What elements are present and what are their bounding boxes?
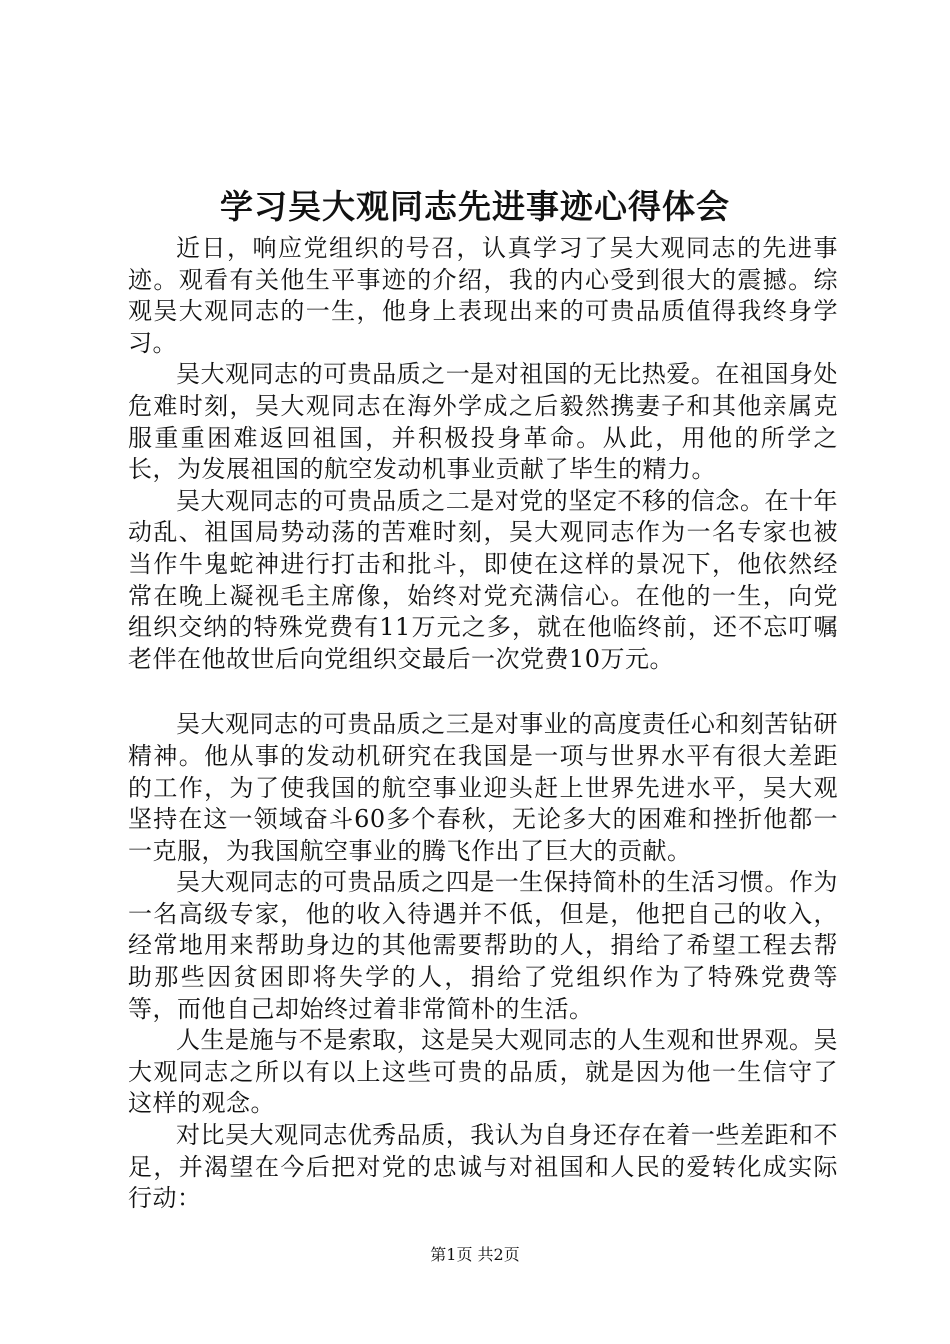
- paragraph-quality-one: 吴大观同志的可贵品质之一是对祖国的无比热爱。在祖国身处危难时刻，吴大观同志在海外学成之后毅然携妻子和其他亲属克服重重困难返回祖国，并积极投身革命。从此，用他的所学之长，为发展祖国的航空发动机事业贡献了毕生的精力。: [128, 360, 838, 484]
- paragraph-quality-three: 吴大观同志的可贵品质之三是对事业的高度责任心和刻苦钻研精神。他从事的发动机研究在我国是一项与世界水平有很大差距的工作，为了使我国的航空事业迎头赶上世界先进水平，吴大观坚持在这一领域奋斗60多个春秋，无论多大的困难和挫折他都一一克服，为我国航空事业的腾飞作出了巨大的贡献。: [128, 710, 838, 865]
- paragraph-quality-two: 吴大观同志的可贵品质之二是对党的坚定不移的信念。在十年动乱、祖国局势动荡的苦难时刻，吴大观同志作为一名专家也被当作牛鬼蛇神进行打击和批斗，即使在这样的景况下，他依然经常在晚上凝视毛主席像，始终对党充满信心。在他的一生，向党组织交纳的特殊党费有11万元之多，就在他临终前，还不忘叮嘱老伴在他故世后向党组织交最后一次党费10万元。: [128, 486, 838, 673]
- paragraph-reflection: 对比吴大观同志优秀品质，我认为自身还存在着一些差距和不足，并渴望在今后把对党的忠诚与对祖国和人民的爱转化成实际行动：: [128, 1121, 838, 1213]
- document-title: 学习吴大观同志先进事迹心得体会: [220, 187, 730, 226]
- document-body: [128, 233, 838, 1215]
- paragraph-life-view: 人生是施与不是索取，这是吴大观同志的人生观和世界观。吴大观同志之所以有以上这些可贵的品质，就是因为他一生信守了这样的观念。: [128, 1026, 838, 1118]
- page-number-footer: 第1页 共2页: [430, 1245, 520, 1264]
- paragraph-intro: 近日，响应党组织的号召，认真学习了吴大观同志的先进事迹。观看有关他生平事迹的介绍，我的内心受到很大的震撼。综观吴大观同志的一生，他身上表现出来的可贵品质值得我终身学习。: [128, 234, 838, 357]
- paragraph-quality-four: 吴大观同志的可贵品质之四是一生保持简朴的生活习惯。作为一名高级专家，他的收入待遇并不低，但是，他把自己的收入，经常地用来帮助身边的其他需要帮助的人，捐给了希望工程去帮助那些因贫困即将失学的人，捐给了党组织作为了特殊党费等等，而他自己却始终过着非常简朴的生活。: [128, 868, 838, 1023]
